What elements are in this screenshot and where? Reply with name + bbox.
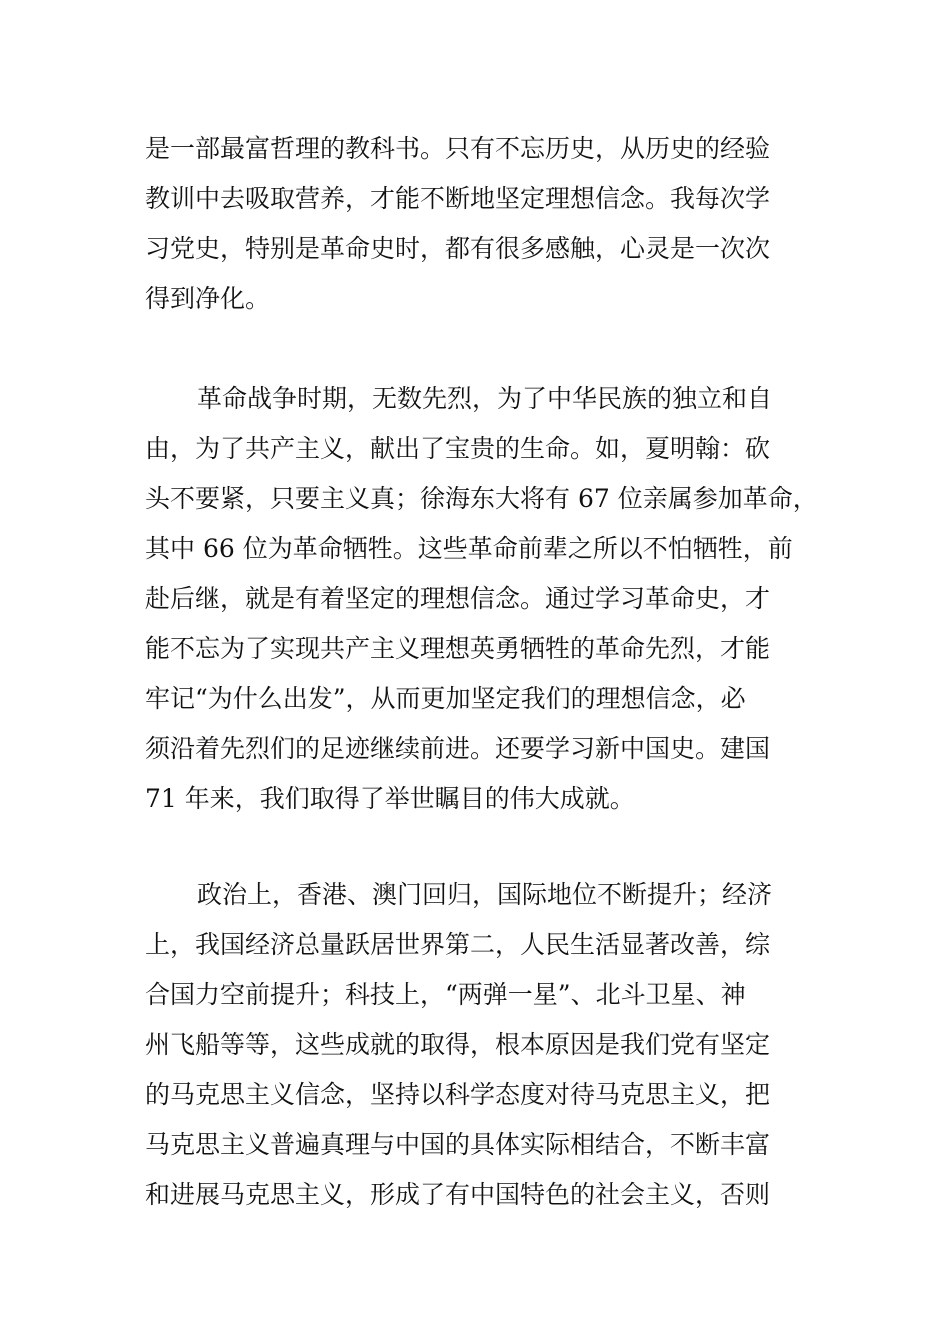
text-line: 由，为了共产主义，献出了宝贵的生命。如，夏明翰：砍 [145, 434, 771, 463]
text-line: 马克思主义普遍真理与中国的具体实际相结合，不断丰富 [145, 1130, 771, 1159]
text-line: 和进展马克思主义，形成了有中国特色的社会主义，否则 [145, 1180, 771, 1209]
text-line: 能不忘为了实现共产主义理想英勇牺牲的革命先烈，才能 [145, 634, 771, 663]
text-line: 上，我国经济总量跃居世界第二，人民生活显著改善，综 [145, 930, 771, 959]
text-line: 得到净化。 [145, 284, 271, 313]
text-line: 其中 66 位为革命牺牲。这些革命前辈之所以不怕牺牲，前 [145, 534, 793, 563]
text-line: 须沿着先烈们的足迹继续前进。还要学习新中国史。建国 [145, 734, 771, 763]
text-line: 牢记“为什么出发”，从而更加坚定我们的理想信念，必 [145, 684, 746, 713]
text-line: 教训中去吸取营养，才能不断地坚定理想信念。我每次学 [145, 184, 771, 213]
text-line: 习党史，特别是革命史时，都有很多感触，心灵是一次次 [145, 234, 771, 263]
paragraph-3 [145, 870, 835, 1220]
paragraph-2 [145, 374, 835, 824]
text-line: 合国力空前提升；科技上，“两弹一星”、北斗卫星、神 [145, 980, 746, 1009]
text-line: 71 年来，我们取得了举世瞩目的伟大成就。 [145, 784, 635, 813]
text-line: 州飞船等等，这些成就的取得，根本原因是我们党有坚定 [145, 1030, 771, 1059]
text-line: 的马克思主义信念，坚持以科学态度对待马克思主义，把 [145, 1080, 771, 1109]
text-line: 革命战争时期，无数先烈，为了中华民族的独立和自 [197, 384, 773, 413]
text-line: 头不要紧，只要主义真；徐海东大将有 67 位亲属参加革命， [145, 484, 818, 513]
paragraph-1 [145, 124, 835, 324]
text-line: 是一部最富哲理的教科书。只有不忘历史，从历史的经验 [145, 134, 771, 163]
text-line: 赴后继，就是有着坚定的理想信念。通过学习革命史，才 [145, 584, 771, 613]
text-line: 政治上，香港、澳门回归，国际地位不断提升；经济 [197, 880, 773, 909]
